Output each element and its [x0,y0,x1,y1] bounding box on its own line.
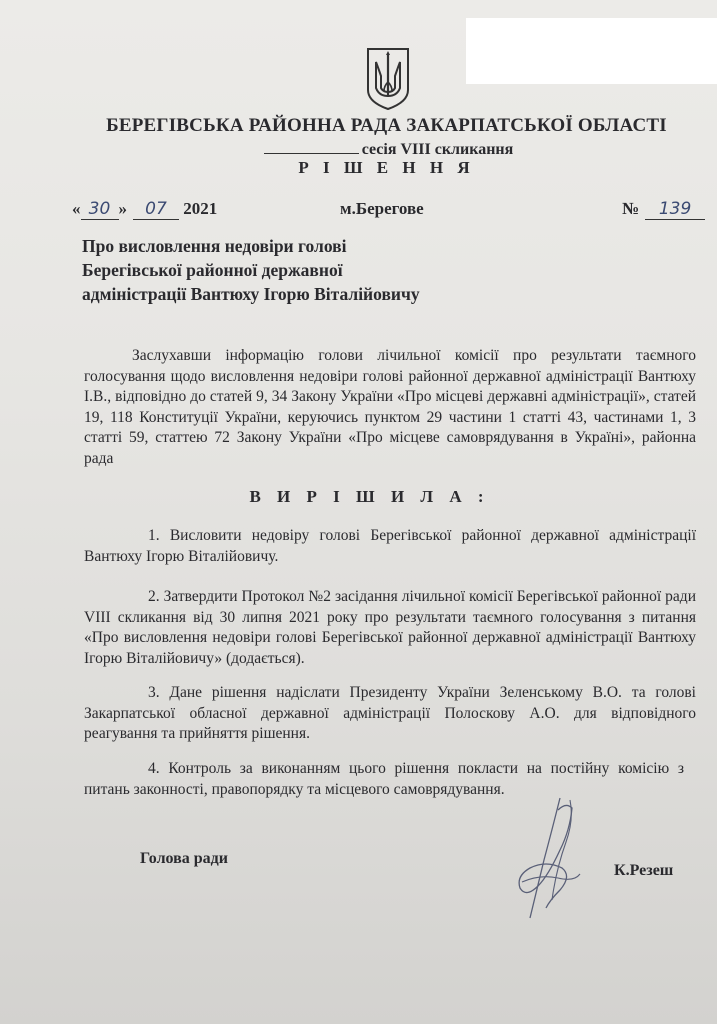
council-name: БЕРЕГІВСЬКА РАЙОННА РАДА ЗАКАРПАТСЬКОЇ ОБЛАСТІ [106,115,667,136]
date-day: 30 [81,199,119,220]
date-field [72,199,217,220]
session-line [30,139,717,159]
document-type: Р І Ш Е Н Н Я [298,158,475,177]
trident-emblem-icon [365,46,411,112]
date-close-quote: » [118,199,127,218]
handwritten-signature [500,790,610,930]
decision-subject [82,234,420,306]
subject-line-2: Берегівської районної державної [82,260,343,280]
date-open-quote: « [72,199,81,218]
signatory-title: Голова ради [140,850,228,867]
subject-line-1: Про висловлення недовіри голові [82,236,347,256]
session-text: сесія VIII скликання [361,141,514,158]
session-blank [264,139,359,154]
date-month: 07 [133,199,179,220]
decision-item-4: 4. Контроль за виконанням цього рішення покласти на постійну комісію з питань законності, правопорядку та місцевого самоврядування. [84,760,684,798]
number-label: № [622,199,640,218]
decision-number [622,199,705,220]
city: м.Берегове [340,199,424,218]
redacted-area [466,18,717,84]
resolved-heading: В И Р І Ш И Л А : [249,487,490,506]
decision-item-3: 3. Дане рішення надіслати Президенту України Зеленському В.О. та голові Закарпатської обласної державної адміністрації Полоскову А.О. для відповідного реагування та прийняття рішення. [84,684,696,742]
subject-line-3: адміністрації Вантюху Ігорю Віталійовичу [82,284,420,304]
preamble-paragraph: Заслухавши інформацію голови лічильної комісії про результати таємного голосування щодо висловлення недовіри голові районної державної адміністрації Вантюху І.В., відповідно до статей 9, 34 Закону України «Про місцеві державні адміністрації», статей 19, 118 Конституції України, керуючись пунктом 29 частини 1 статті 43, частинами 1, 3 статті 59, статтею 72 Закону України «Про місцеве самоврядування в Україні», районна рада [84,347,696,467]
number-value: 139 [645,199,705,220]
decision-item-1: 1. Висловити недовіру голові Берегівської районної державної адміністрації Вантюху Ігорю Віталійовичу. [84,527,696,565]
decision-item-2: 2. Затвердити Протокол №2 засідання лічильної комісії Берегівської районної ради VIII скликання від 30 липня 2021 року про результати таємного голосування з питання «Про висловлення недовіри голові Берегівської районної державної адміністрації Вантюху Ігорю Віталійовичу» (додається). [84,588,696,667]
signatory-name: К.Резеш [614,862,674,879]
date-year: 2021 [183,199,218,218]
